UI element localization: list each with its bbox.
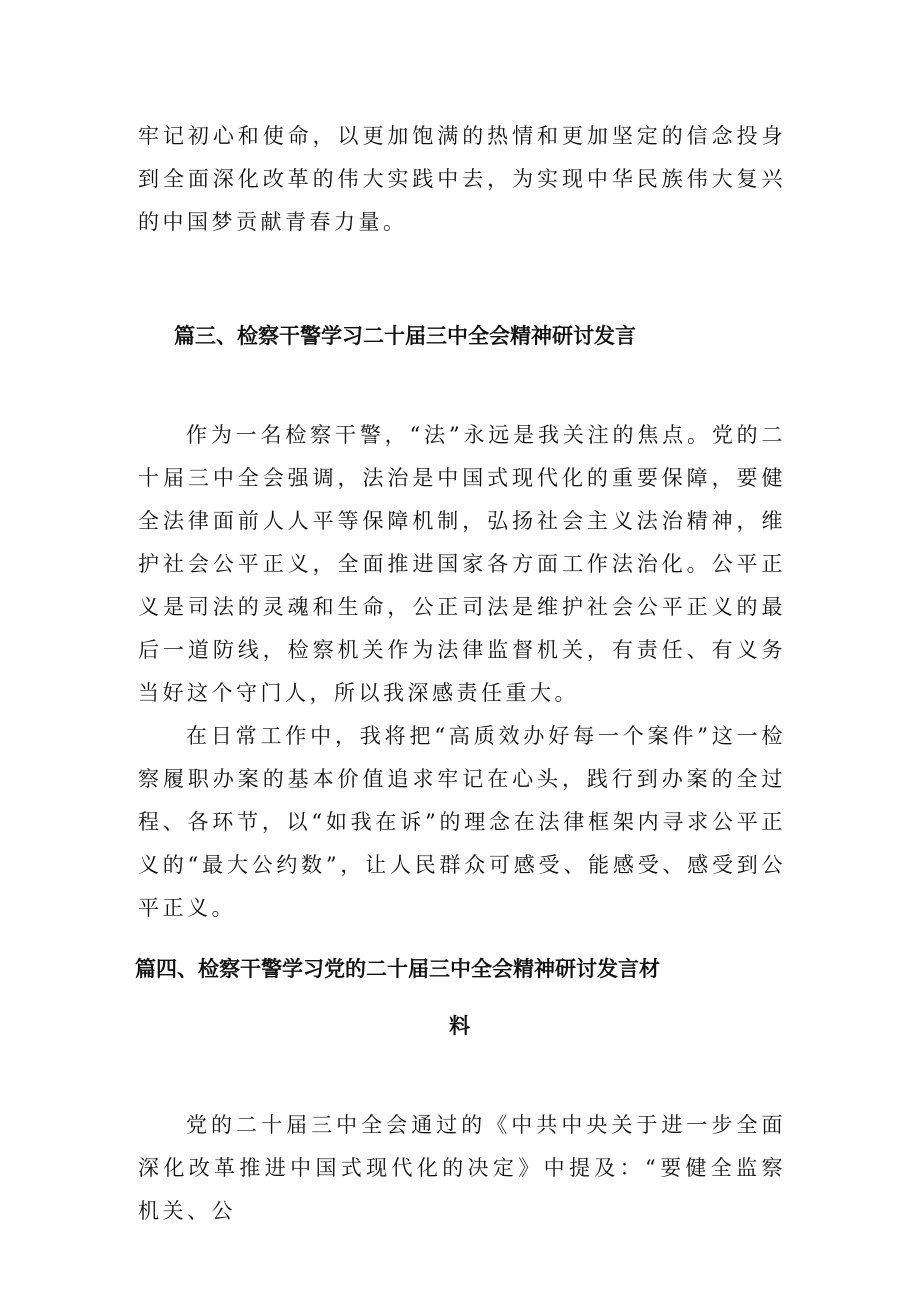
section4-title-line2: 料 [449,1014,470,1038]
section4-paragraph-1: 党的二十届三中全会通过的《中共中央关于进一步全面深化改革推进中国式现代化的决定》中提及：“要健全监察机关、公 [138,1113,786,1223]
paragraph-intro-end: 牢记初心和使命，以更加饱满的热情和更加坚定的信念投身到全面深化改革的伟大实践中去，为实现中华民族伟大复兴的中国梦贡献青春力量。 [138,124,786,234]
section3-paragraph-2: 在日常工作中，我将把“高质效办好每一个案件”这一检察履职办案的基本价值追求牢记在心头，践行到办案的全过程、各环节，以“如我在诉”的理念在法律框架内寻求公平正义的“最大公约数”，让人民群众可感受、能感受、感受到公平正义。 [138,724,786,920]
section4-title-line1: 篇四、检察干警学习党的二十届三中全会精神研讨发言材 [135,957,660,981]
section3-title: 篇三、检察干警学习二十届三中全会精神研讨发言 [174,324,636,348]
section3-paragraph-1: 作为一名检察干警，“法”永远是我关注的焦点。党的二十届三中全会强调，法治是中国式现代化的重要保障，要健全法律面前人人平等保障机制，弘扬社会主义法治精神，维护社会公平正义，全面推进国家各方面工作法治化。公平正义是司法的灵魂和生命，公正司法是维护社会公平正义的最后一道防线，检察机关作为法律监督机关，有责任、有义务当好这个守门人，所以我深感责任重大。 [138,423,786,705]
